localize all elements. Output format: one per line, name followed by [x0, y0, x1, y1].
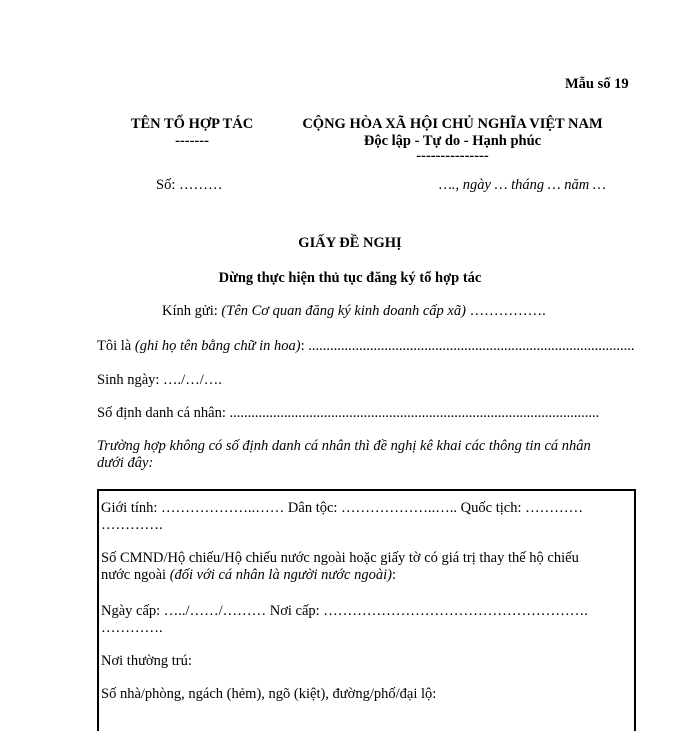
motto: Độc lập - Tự do - Hạnh phúc — [363, 133, 542, 149]
passport-line-1: Số CMND/Hộ chiếu/Hộ chiếu nước ngoài hoặc giấy tờ có giá trị thay thế hộ chiếu — [101, 550, 579, 566]
org-divider: ------- — [175, 133, 209, 149]
recipient-line — [162, 303, 546, 320]
passport-line-2 — [101, 567, 396, 584]
name-label: Tôi là — [97, 338, 135, 354]
document-date: …., ngày … tháng … năm … — [439, 177, 606, 193]
note-line-2: dưới đây: — [97, 455, 154, 471]
document-subtitle: Dừng thực hiện thủ tục đăng ký tổ hợp tác — [218, 270, 482, 286]
note-line-1: Trường hợp không có số định danh cá nhân thì đề nghị kê khai các thông tin cá nhân — [97, 438, 591, 454]
motto-divider: --------------- — [416, 148, 489, 164]
name-dots: : .......................................................................................... — [300, 338, 635, 354]
passport-prefix: nước ngoài — [101, 567, 170, 583]
document-title: GIẤY ĐỀ NGHỊ — [298, 235, 402, 251]
recipient-label: Kính gửi: — [162, 303, 222, 319]
passport-suffix: : — [391, 567, 396, 583]
issue-continuation: …………. — [101, 620, 163, 636]
passport-hint: (đối với cá nhân là người nước ngoài) — [169, 567, 392, 583]
org-name: TÊN TỔ HỢP TÁC — [130, 116, 254, 132]
name-hint: (ghi họ tên bằng chữ in hoa) — [134, 338, 301, 354]
dob-field: Sinh ngày: …./…/…. — [97, 372, 222, 388]
name-field — [97, 338, 635, 355]
id-number-field: Số định danh cá nhân: ...................................................................................................... — [97, 405, 600, 421]
form-number: Mẫu số 19 — [565, 76, 629, 92]
document-number: Số: ……… — [156, 177, 223, 193]
address-line: Số nhà/phòng, ngách (hẻm), ngõ (kiệt), đường/phố/đại lộ: — [101, 686, 437, 702]
country-name: CỘNG HÒA XÃ HỘI CHỦ NGHĨA VIỆT NAM — [302, 116, 603, 132]
issue-date-place: Ngày cấp: …../……/……… Nơi cấp: ………………………………………………. — [101, 603, 588, 619]
recipient-dots: ……………. — [465, 303, 546, 319]
personal-info-box — [97, 489, 636, 731]
gender-continuation: …………. — [101, 517, 163, 533]
recipient-hint: (Tên Cơ quan đăng ký kinh doanh cấp xã) — [221, 303, 466, 319]
gender-ethnicity-nationality: Giới tính: ………………..…… Dân tộc: ………………..….. Quốc tịch: ………… — [101, 500, 584, 516]
permanent-residence: Nơi thường trú: — [101, 653, 192, 669]
